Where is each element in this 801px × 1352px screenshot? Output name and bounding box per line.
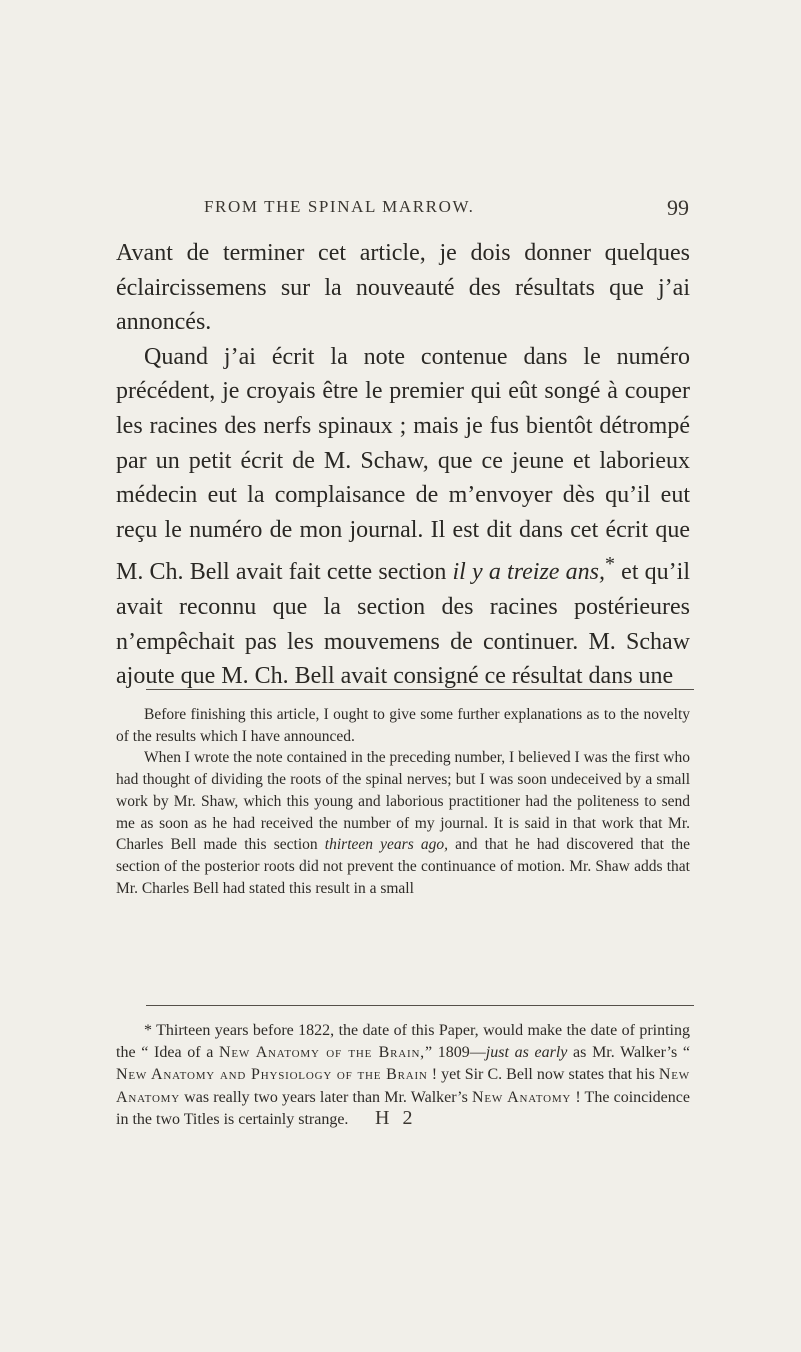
footnote-title-3: New Anatomy [116,1066,690,1106]
english-p2-part-a: When I wrote the note contained in the preceding number, I believed I was the first who had thought of dividing the roots of the spinal nerves; but I was soon undeceived by a small work by Mr. Shaw, which this young and laborious practitioner had the politeness to send me as soon as he had received the number of my journal. It is said in that work that Mr. Charles Bell made this section [116,749,690,854]
footnote-text-1: * Thirteen years before 1822, the date of this Paper, would make the date of printing the “ Idea of a [116,1022,690,1062]
footnote-text-5: was really two years later than Mr. Walker’s [180,1088,473,1106]
french-paragraph-2 [116,340,690,694]
signature-mark: H 2 [375,1107,417,1129]
footnote-text-2: ” 1809— [424,1044,486,1062]
footnote-text-4: ! yet Sir C. Bell now states that his [427,1066,659,1084]
footnote-text-3: as Mr. Walker’s “ [567,1044,690,1062]
english-paragraph-1: Before finishing this article, I ought to give some further explanations as to the novelty of the results which I have announced. [116,706,690,745]
footnote-title-4: New Anatomy [472,1088,572,1106]
english-paragraph-2 [116,747,690,899]
footnote-title-2: New Anatomy and Physiology of the Brain [116,1066,428,1084]
french-p2-part-b: et qu’il avait reconnu que la section des racines postérieures n’empêchait pas les mouvemens de continuer. M. Schaw ajoute que M. Ch. Bell avait consigné ce résultat dans une [116,559,690,690]
french-paragraph-1: Avant de terminer cet article, je dois donner quelques éclaircissemens sur la nouveauté des résultats que j’ai annoncés. [116,240,690,336]
page-number: 99 [667,195,689,220]
divider-rule-1 [146,689,694,690]
footnote-marker: * [604,553,615,576]
english-p2-part-b: and that he had discovered that the section of the posterior roots did not prevent the continuance of motion. Mr. Shaw adds that Mr. Charles Bell had stated this result in a small [116,836,691,897]
footnote-title-1: New Anatomy of the Brain, [219,1044,425,1062]
english-translation-block [116,704,690,899]
running-title: FROM THE SPINAL MARROW. [204,197,475,216]
footnote-text-6: ! The coincidence in the two Titles is certainly strange. [116,1088,690,1128]
running-header [116,195,689,225]
french-p2-italic: il y a treize ans, [452,559,605,586]
footnote-italic: just as early [485,1044,568,1062]
divider-rule-2 [146,1005,694,1006]
english-p2-italic: thirteen years ago, [324,836,449,854]
french-text-block [116,236,690,694]
french-p2-part-a: Quand j’ai écrit la note contenue dans le numéro précédent, je croyais être le premier qui eût songé à couper les racines des nerfs spinaux ; mais je fus bientôt détrompé par un petit écrit de M. Schaw, que ce jeune et laborieux médecin eut la complaisance de m’envoyer dès qu’il eut reçu le numéro de mon journal. Il est dit dans cet écrit que M. Ch. Bell avait fait cette section [116,343,690,586]
